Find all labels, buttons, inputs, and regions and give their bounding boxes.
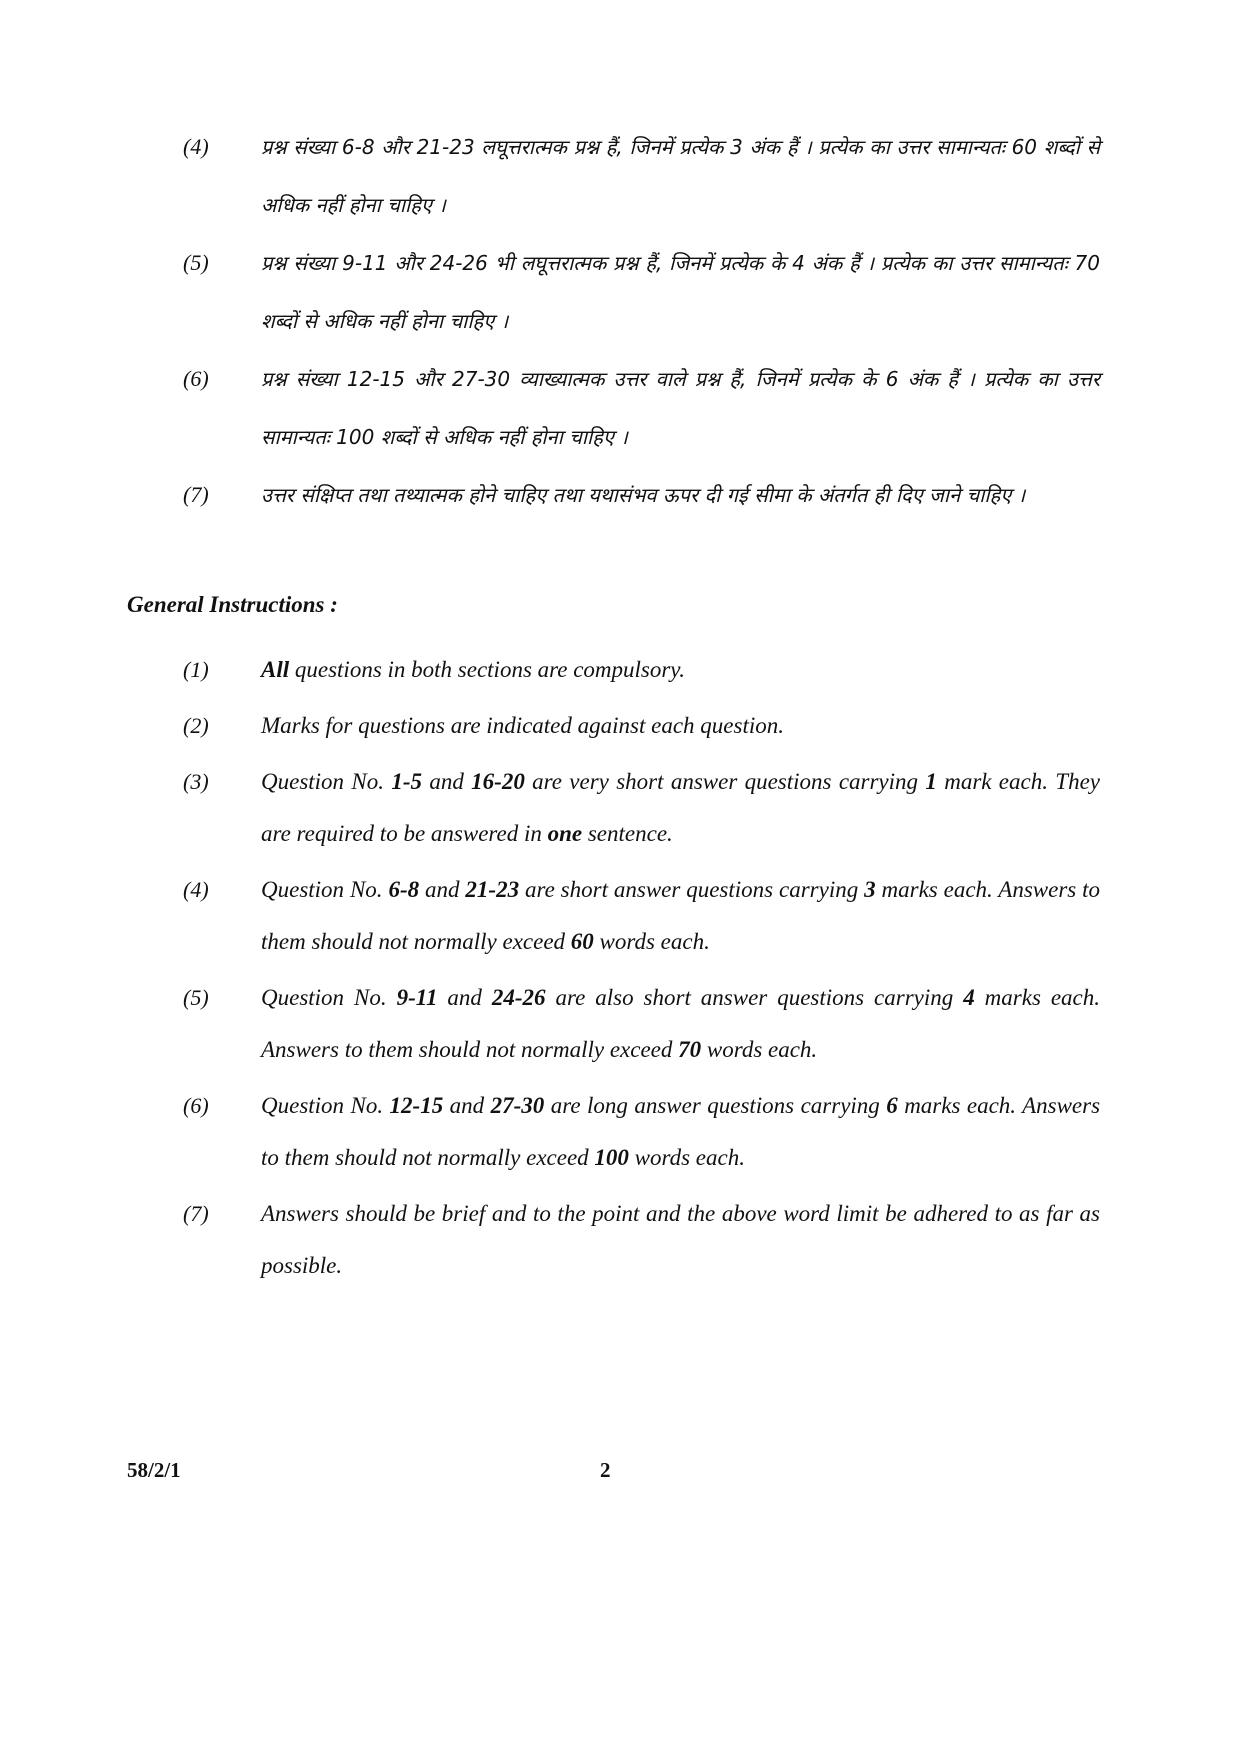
item-text: Question No. 9-11 and 24-26 are also short answer questions carrying 4 marks each. Answers to them should not normally exceed 70 words each. xyxy=(261,985,1101,1062)
item-text: प्रश्न संख्या 12-15 और 27-30 व्याख्यात्मक उत्तर वाले प्रश्न हैं, जिनमें प्रत्येक के 6 अंक हैं । प्रत्येक का उत्तर सामान्यतः 100 शब्दों से अधिक नहीं होना चाहिए । xyxy=(261,367,1100,449)
bold-text: All xyxy=(261,657,290,682)
item-number: (4) xyxy=(183,134,209,159)
bold-text: 60 xyxy=(570,929,594,954)
bold-text: 6-8 xyxy=(388,877,420,902)
bold-text: 16-20 xyxy=(471,769,525,794)
item-text: Question No. 1-5 and 16-20 are very short answer questions carrying 1 mark each. They are required to be answered in one sentence. xyxy=(261,769,1101,846)
item-text: Question No. 12-15 and 27-30 are long answer questions carrying 6 marks each. Answers to them should not normally exceed 100 words each. xyxy=(261,1093,1101,1170)
instruction-item xyxy=(180,1188,1100,1292)
page-number: 2 xyxy=(600,1458,611,1482)
bold-text: 1 xyxy=(925,769,937,794)
hindi-instruction-item xyxy=(180,118,1100,234)
item-text: Marks for questions are indicated against each question. xyxy=(261,713,784,738)
bold-text: 21-23 xyxy=(465,877,520,902)
bold-text: 9-11 xyxy=(396,985,438,1010)
bold-text: 12-15 xyxy=(389,1093,444,1118)
bold-text: 4 xyxy=(963,985,975,1010)
bold-text: 24-26 xyxy=(491,985,546,1010)
item-number: (5) xyxy=(183,985,209,1010)
item-text: प्रश्न संख्या 6-8 और 21-23 लघूत्तरात्मक प्रश्न हैं, जिनमें प्रत्येक 3 अंक हैं । प्रत्येक का उत्तर सामान्यतः 60 शब्दों से अधिक नहीं होना चाहिए । xyxy=(261,135,1100,217)
item-text: Question No. 6-8 and 21-23 are short answer questions carrying 3 marks each. Answers to them should not normally exceed 60 words each. xyxy=(261,877,1101,954)
hindi-instruction-item xyxy=(180,350,1100,466)
item-number: (3) xyxy=(183,769,209,794)
bold-text: 6 xyxy=(886,1093,898,1118)
item-number: (5) xyxy=(183,250,209,275)
hindi-instruction-item xyxy=(180,234,1100,350)
general-instructions-list xyxy=(180,644,1100,1296)
instruction-item xyxy=(180,972,1100,1076)
item-text: उत्तर संक्षिप्त तथा तथ्यात्मक होने चाहिए तथा यथासंभव ऊपर दी गई सीमा के अंतर्गत ही दिए जाने चाहिए । xyxy=(261,483,1026,507)
item-text: All questions in both sections are compulsory. xyxy=(261,657,685,682)
item-number: (1) xyxy=(183,657,209,682)
instruction-item xyxy=(180,700,1100,752)
paper-code: 58/2/1 xyxy=(127,1458,181,1482)
bold-text: one xyxy=(547,821,583,846)
item-number: (7) xyxy=(183,1201,209,1226)
item-number: (4) xyxy=(183,877,209,902)
item-text: Answers should be brief and to the point and the above word limit be adhered to as far as possible. xyxy=(261,1201,1100,1278)
instruction-item xyxy=(180,1080,1100,1184)
section-title: General Instructions : xyxy=(127,592,338,617)
hindi-instruction-item xyxy=(180,466,1100,524)
bold-text: 3 xyxy=(864,877,876,902)
item-number: (6) xyxy=(183,366,209,391)
bold-text: 27-30 xyxy=(490,1093,545,1118)
item-number: (7) xyxy=(183,482,209,507)
instruction-item xyxy=(180,864,1100,968)
instruction-item xyxy=(180,644,1100,696)
item-text: प्रश्न संख्या 9-11 और 24-26 भी लघूत्तरात्मक प्रश्न हैं, जिनमें प्रत्येक के 4 अंक हैं । प्रत्येक का उत्तर सामान्यतः 70 शब्दों से अधिक नहीं होना चाहिए । xyxy=(261,251,1100,333)
item-number: (6) xyxy=(183,1093,209,1118)
hindi-instructions-list xyxy=(180,118,1100,524)
instruction-item xyxy=(180,756,1100,860)
bold-text: 70 xyxy=(678,1037,702,1062)
item-number: (2) xyxy=(183,713,209,738)
bold-text: 100 xyxy=(594,1145,629,1170)
bold-text: 1-5 xyxy=(391,769,422,794)
